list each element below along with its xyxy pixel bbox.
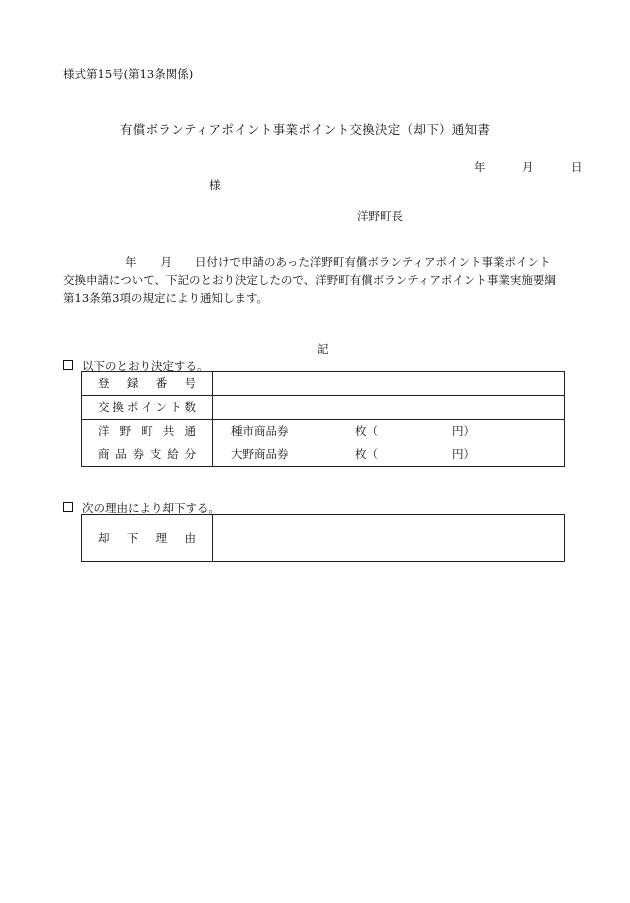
ki-heading: 記 xyxy=(317,342,329,356)
registration-label: 登録番号 xyxy=(98,376,196,390)
points-row xyxy=(82,396,565,420)
body-line-1-text: 日付けで申請のあった洋野町有償ボランティアポイント事業ポイント xyxy=(195,255,551,269)
voucher-yen-unit: 円） xyxy=(452,424,475,438)
voucher-line-ono[interactable] xyxy=(213,443,564,466)
registration-label-cell xyxy=(82,372,213,396)
reject-reason-label-cell xyxy=(82,515,213,562)
voucher-label-cell xyxy=(82,420,213,467)
reject-reason-row xyxy=(82,515,565,562)
body-year-label: 年 xyxy=(125,255,137,269)
body-line-3: 第13条第3項の規定により通知します。 xyxy=(63,291,269,305)
voucher-name: 種市商品券 xyxy=(231,424,289,438)
points-label: 交換ポイント数 xyxy=(98,400,196,414)
registration-row xyxy=(82,372,565,396)
approve-table xyxy=(81,371,565,467)
body-line-2: 交換申請について、下記のとおり決定したので、洋野町有償ボランティアポイント事業実施要綱 xyxy=(63,273,556,287)
reject-table xyxy=(81,514,565,562)
date-year-label: 年 xyxy=(474,160,486,174)
body-month-label: 月 xyxy=(160,255,172,269)
addressee-suffix: 様 xyxy=(209,178,221,192)
registration-value-cell[interactable] xyxy=(213,372,565,396)
voucher-count-unit: 枚（ xyxy=(355,447,378,461)
voucher-label-line-1: 洋野町共通 xyxy=(98,424,196,438)
voucher-name: 大野商品券 xyxy=(231,447,289,461)
body-line-1 xyxy=(63,253,585,271)
approve-option-label: 以下のとおり決定する。 xyxy=(82,359,209,373)
voucher-row xyxy=(82,420,565,467)
voucher-values-cell xyxy=(213,420,565,467)
issuer: 洋野町長 xyxy=(357,209,403,223)
points-label-cell xyxy=(82,396,213,420)
voucher-label-line-2: 商品券支給分 xyxy=(98,447,196,461)
approve-checkbox[interactable] xyxy=(63,360,73,370)
voucher-yen-unit: 円） xyxy=(452,447,475,461)
points-value-cell[interactable] xyxy=(213,396,565,420)
body-text xyxy=(63,253,585,307)
reject-reason-label: 却下理由 xyxy=(98,530,196,545)
voucher-count-unit: 枚（ xyxy=(355,424,378,438)
reject-reason-value-cell[interactable] xyxy=(213,515,565,562)
form-number: 様式第15号(第13条関係) xyxy=(63,67,194,81)
voucher-line-tanesichi[interactable] xyxy=(213,420,564,443)
reject-option-label: 次の理由により却下する。 xyxy=(82,501,220,515)
date-month-label: 月 xyxy=(522,160,534,174)
reject-checkbox[interactable] xyxy=(63,502,73,512)
date-day-label: 日 xyxy=(571,160,583,174)
document-title: 有償ボランティアポイント事業ポイント交換決定（却下）通知書 xyxy=(120,122,491,137)
